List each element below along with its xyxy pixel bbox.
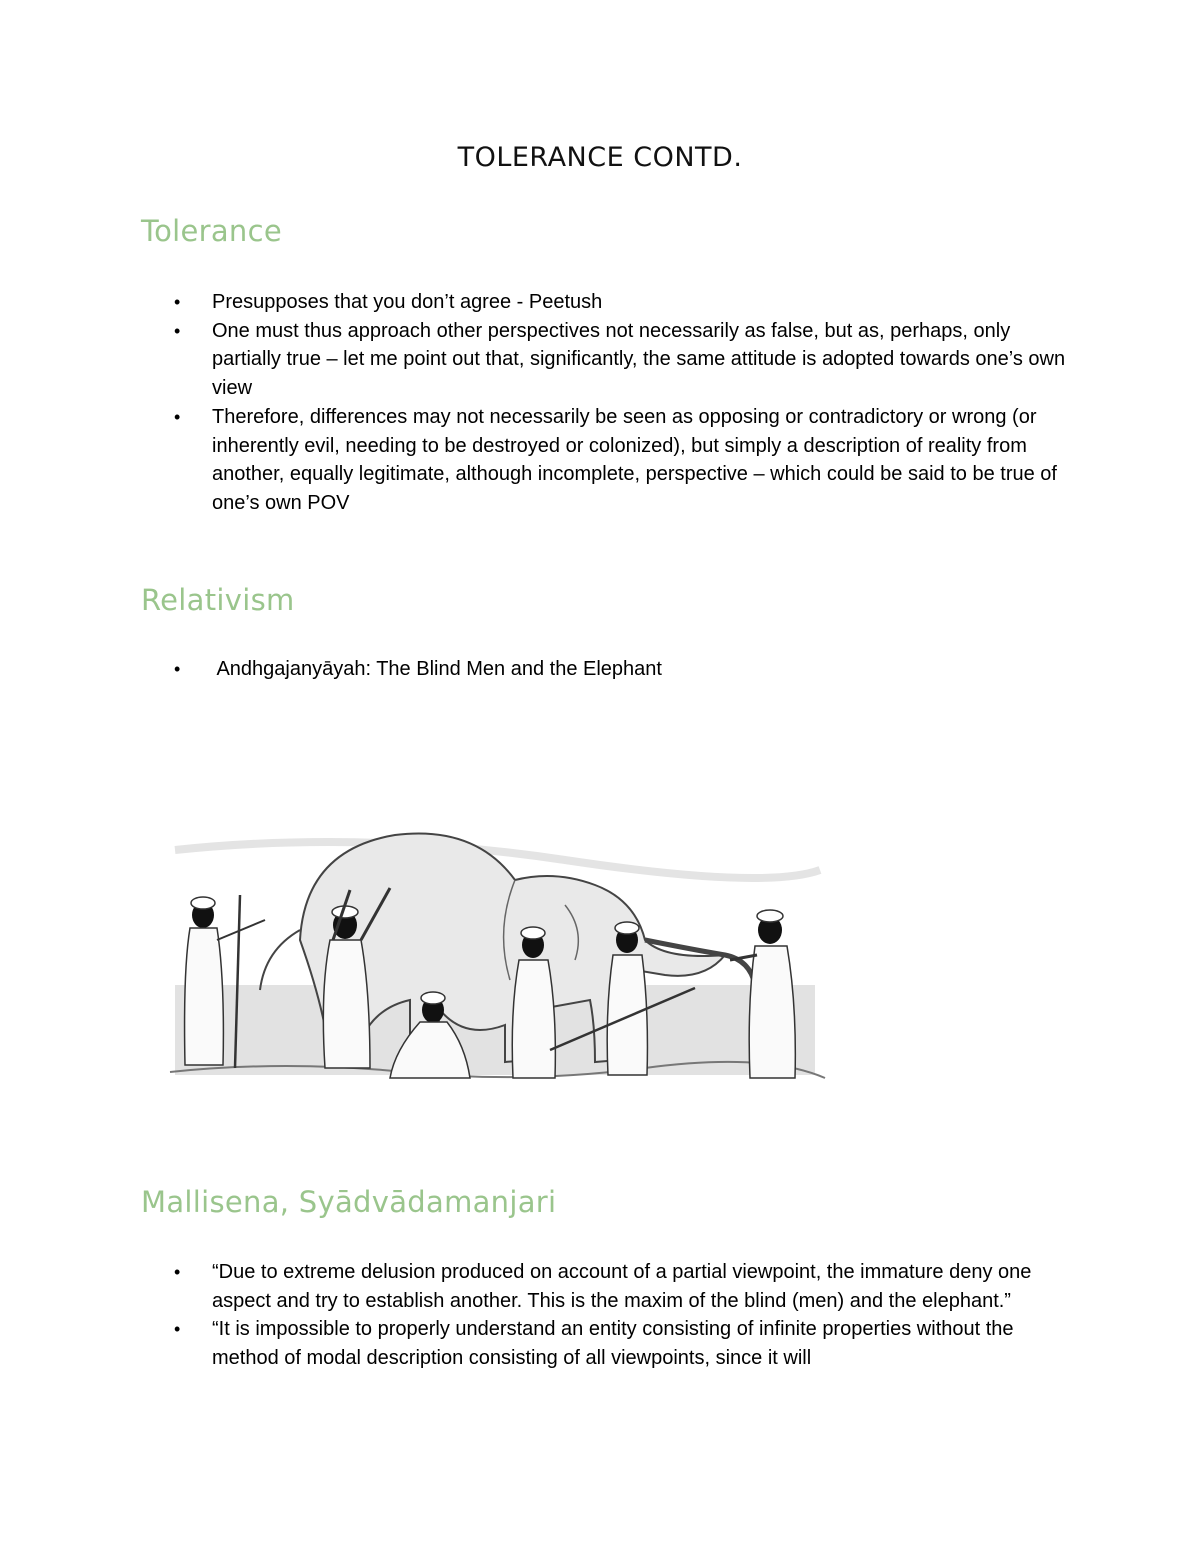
elephant-tail: [260, 930, 300, 990]
relativism-bullet-list: [172, 655, 1072, 684]
list-item: [172, 655, 1072, 684]
bullet-icon: •: [174, 292, 181, 312]
bullet-text: Presupposes that you don’t agree - Peetush: [212, 291, 603, 313]
list-item: [172, 288, 1072, 317]
bullet-text: “It is impossible to properly understand an entity consisting of infinite properties without the method of modal description consisting of all viewpoints, since it will: [212, 1318, 1014, 1370]
bullet-text: One must thus approach other perspectives not necessarily as false, but as, perhaps, only partially true – let me point out that, significantly, the same attitude is adopted towards one’s own view: [212, 319, 1066, 400]
bullet-icon: •: [174, 1319, 181, 1340]
list-item: [172, 403, 1072, 518]
mallisena-bullet-list: [172, 1258, 1072, 1373]
bullet-text: Therefore, differences may not necessarily be seen as opposing or contradictory or wrong (or inherently evil, needing to be destroyed or colonized), but simply a description of reality from another, equally legitimate, although incomplete, perspective – which could be said to be true of one’s own POV: [212, 405, 1057, 514]
list-item: [172, 317, 1072, 403]
section-heading-relativism: Relativism: [141, 583, 295, 617]
tolerance-bullet-list: [172, 288, 1072, 518]
bullet-icon: •: [174, 406, 181, 427]
bullet-text: “Due to extreme delusion produced on account of a partial viewpoint, the immature deny one aspect and try to establish another. This is the maxim of the blind (men) and the elephant.”: [212, 1261, 1032, 1312]
blind-men-and-elephant-illustration: [165, 810, 830, 1110]
bullet-icon: •: [174, 320, 181, 341]
bullet-icon: •: [174, 1262, 181, 1282]
section-heading-mallisena: Mallisena, Syādvādamanjari: [141, 1185, 557, 1219]
list-item: [172, 1315, 1072, 1372]
page-title: TOLERANCE CONTD.: [457, 142, 743, 173]
section-heading-tolerance: Tolerance: [141, 214, 282, 248]
bullet-icon: •: [174, 659, 181, 679]
list-item: [172, 1258, 1072, 1315]
bullet-text: Andhgajanyāyah: The Blind Men and the Elephant: [212, 658, 662, 680]
